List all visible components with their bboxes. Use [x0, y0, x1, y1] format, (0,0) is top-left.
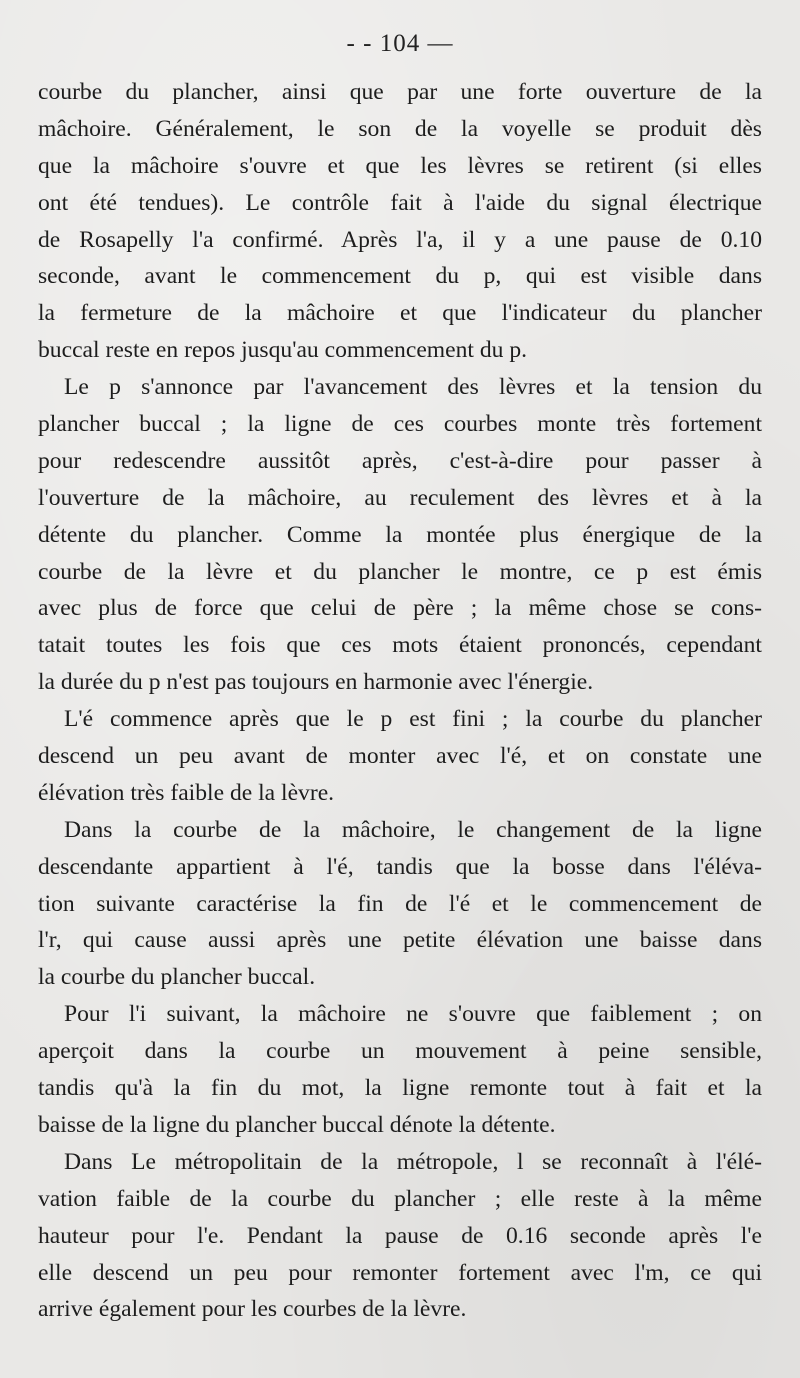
- text-line: élévation très faible de la lèvre.: [38, 779, 335, 806]
- text-line: la courbe du plancher buccal.: [38, 964, 316, 991]
- text-line: vation faible de la courbe du plancher ; elle reste à la même: [38, 1185, 762, 1212]
- text-line: L'é commence après que le p est fini ; la courbe du plancher: [64, 706, 762, 733]
- text-line: courbe de la lèvre et du plancher le montre, ce p est émis: [38, 558, 762, 585]
- text-line: que la mâchoire s'ouvre et que les lèvres se retirent (si elles: [38, 152, 762, 179]
- text-line: ont été tendues). Le contrôle fait à l'aide du signal électrique: [38, 189, 762, 216]
- text-line: tandis qu'à la fin du mot, la ligne remonte tout à fait et la: [38, 1075, 762, 1102]
- paragraph-4: [38, 812, 762, 996]
- text-line: pour redescendre aussitôt après, c'est-à-dire pour passer à: [38, 447, 762, 474]
- text-line: descendante appartient à l'é, tandis que la bosse dans l'éléva-: [38, 853, 762, 880]
- paragraph-6: [38, 1144, 762, 1328]
- text-line: hauteur pour l'e. Pendant la pause de 0.16 seconde après l'e: [38, 1222, 762, 1249]
- text-line: tatait toutes les fois que ces mots étaient prononcés, cependant: [38, 632, 762, 659]
- text-line: tion suivante caractérise la fin de l'é et le commencement de: [38, 890, 762, 917]
- text-line: la durée du p n'est pas toujours en harmonie avec l'énergie.: [38, 669, 594, 696]
- paragraph-2: [38, 369, 762, 701]
- text-line: Le p s'annonce par l'avancement des lèvres et la tension du: [64, 374, 762, 401]
- text-line: mâchoire. Généralement, le son de la voyelle se produit dès: [38, 115, 762, 142]
- text-line: courbe du plancher, ainsi que par une forte ouverture de la: [38, 79, 762, 105]
- text-line: détente du plancher. Comme la montée plus énergique de la: [38, 521, 762, 548]
- paragraph-1: [38, 74, 762, 369]
- text-line: baisse de la ligne du plancher buccal dénote la détente.: [38, 1111, 556, 1138]
- text-line: buccal reste en repos jusqu'au commencement du p.: [38, 337, 528, 364]
- text-line: descend un peu avant de monter avec l'é, et on constate une: [38, 743, 762, 770]
- text-line: Pour l'i suivant, la mâchoire ne s'ouvre que faiblement ; on: [64, 1001, 762, 1028]
- text-line: de Rosapelly l'a confirmé. Après l'a, il y a une pause de 0.10: [38, 226, 762, 253]
- paragraph-5: [38, 996, 762, 1144]
- text-line: la fermeture de la mâchoire et que l'indicateur du plancher: [38, 300, 762, 327]
- text-line: arrive également pour les courbes de la lèvre.: [38, 1296, 467, 1323]
- text-line: elle descend un peu pour remonter fortement avec l'm, ce qui: [38, 1259, 762, 1286]
- text-line: avec plus de force que celui de père ; la même chose se cons-: [38, 595, 762, 622]
- text-line: plancher buccal ; la ligne de ces courbes monte très fortement: [38, 411, 762, 438]
- text-line: Dans la courbe de la mâchoire, le changement de la ligne: [64, 816, 762, 843]
- paragraph-3: [38, 701, 762, 812]
- text-line: aperçoit dans la courbe un mouvement à peine sensible,: [38, 1038, 762, 1065]
- text-line: Dans Le métropolitain de la métropole, l se reconnaît à l'élé-: [64, 1148, 762, 1175]
- text-line: l'ouverture de la mâchoire, au reculement des lèvres et à la: [38, 484, 762, 511]
- text-line: l'r, qui cause aussi après une petite élévation une baisse dans: [38, 927, 762, 954]
- body-text: [38, 74, 762, 1328]
- text-line: seconde, avant le commencement du p, qui est visible dans: [38, 263, 762, 290]
- page-number: - - 104 —: [346, 30, 454, 57]
